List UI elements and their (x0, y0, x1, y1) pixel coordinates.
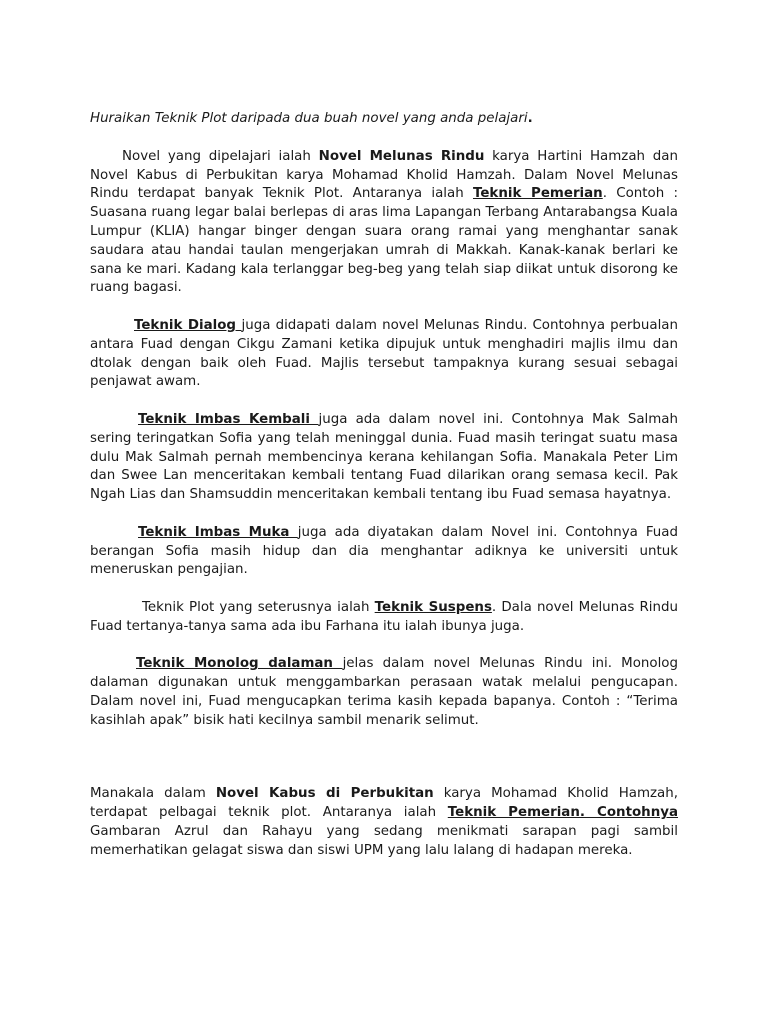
technique-imbas-muka: Teknik Imbas Muka (138, 524, 298, 540)
novel-title-kabus-di-perbukitan: Novel Kabus di Perbukitan (215, 786, 434, 802)
technique-imbas-kembali: Teknik Imbas Kembali (138, 411, 319, 427)
technique-pemerian-2: Teknik Pemerian. Contohnya (447, 805, 679, 821)
question-title: Huraikan Teknik Plot daripada dua buah novel yang anda pelajari. (90, 111, 533, 126)
technique-suspens: Teknik Suspens (374, 599, 492, 615)
technique-dialog: Teknik Dialog (134, 317, 242, 333)
paragraph-1: Novel yang dipelajari ialah Novel Melunas Rindu karya Hartini Hamzah dan Novel Kabus di Perbukitan karya Mohamad Kholid Hamzah. Dalam Novel Melunas Rindu terdapat banyak Teknik Plot. Antaranya ialah Teknik Pemerian. Contoh : Suasana ruang legar balai berlepas di aras lima Lapangan Terbang Antarabangsa Kuala Lumpur (KLIA) hangar binger dengan suara orang ramai yang menghantar sanak saudara atau handai taulan mengerjakan umrah di Makkah. Kanak-kanak berlari ke sana ke mari. Kadang kala terlanggar beg-beg yang telah siap diikat untuk disorong ke ruang bagasi. (90, 148, 678, 296)
paragraph-2: Teknik Dialog juga didapati dalam novel Melunas Rindu. Contohnya perbualan antara Fuad dengan Cikgu Zamani ketika dipujuk untuk menghadiri majlis ilmu dan dtolak dengan baik oleh Fuad. Majlis tersebut tampaknya kurang sesuai sebagai penjawat awam. (90, 317, 678, 390)
paragraph-7: Manakala dalam Novel Kabus di Perbukitan karya Mohamad Kholid Hamzah, terdapat pelbagai teknik plot. Antaranya ialah Teknik Pemerian. Contohnya Gambaran Azrul dan Rahayu yang sedang menikmati sarapan pagi sambil memerhatikan gelagat siswa dan siswi UPM yang lalu lalang di hadapan mereka. (90, 786, 679, 858)
paragraph-3: Teknik Imbas Kembali juga ada dalam novel ini. Contohnya Mak Salmah sering teringatkan Sofia yang telah meninggal dunia. Fuad masih teringat suatu masa dulu Mak Salmah pernah membencinya kerana kehilangan Sofia. Manakala Peter Lim dan Swee Lan menceritakan kembali tentang Fuad dilarikan orang semasa kecil. Pak Ngah Lias dan Shamsuddin menceritakan kembali tentang ibu Fuad semasa hayatnya. (90, 411, 679, 503)
paragraph-5: Teknik Plot yang seterusnya ialah Teknik Suspens. Dala novel Melunas Rindu Fuad tertanya-tanya sama ada ibu Farhana itu ialah ibunya juga. (90, 599, 678, 634)
technique-pemerian: Teknik Pemerian (472, 186, 603, 202)
novel-title-melunas-rindu: Novel Melunas Rindu (318, 148, 485, 164)
paragraph-6: Teknik Monolog dalaman jelas dalam novel Melunas Rindu ini. Monolog dalaman digunakan untuk menggambarkan perasaan watak melalui pengucapan. Dalam novel ini, Fuad mengucapkan terima kasih kepada bapanya. Contoh : “Terima kasihlah apak” bisik hati kecilnya sambil menarik selimut. (90, 656, 678, 728)
paragraph-4: Teknik Imbas Muka juga ada diyatakan dalam Novel ini. Contohnya Fuad berangan Sofia masih hidup dan dia menghantar adiknya ke universiti untuk meneruskan pengajian. (90, 524, 678, 578)
paragraph-gap (90, 749, 678, 785)
document-page (90, 110, 678, 879)
technique-monolog-dalaman: Teknik Monolog dalaman (136, 656, 343, 672)
